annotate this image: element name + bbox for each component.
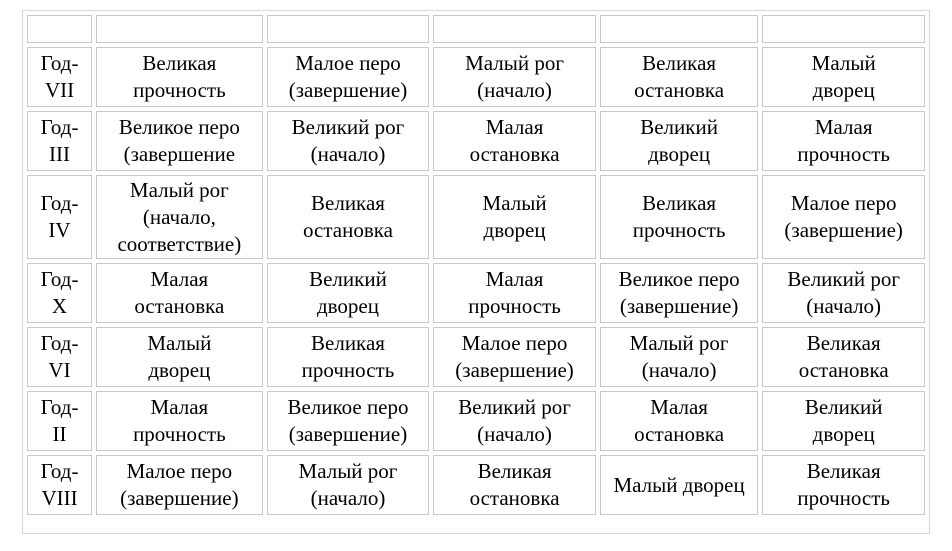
table-cell: Великий дворец xyxy=(267,263,430,323)
table-cell: Малое перо (завершение) xyxy=(433,327,596,387)
table-cell: Великий рог (начало) xyxy=(433,391,596,451)
table-cell: Малый дворец xyxy=(600,455,759,515)
years-table xyxy=(23,11,929,519)
header-cell xyxy=(267,15,430,43)
table-cell: Великий дворец xyxy=(762,391,925,451)
header-cell xyxy=(433,15,596,43)
header-cell xyxy=(600,15,759,43)
table-row xyxy=(27,327,925,387)
table-frame xyxy=(22,10,930,534)
year-cell: Год- VIII xyxy=(27,455,92,515)
table-cell: Великая остановка xyxy=(433,455,596,515)
year-cell: Год- VI xyxy=(27,327,92,387)
table-row xyxy=(27,455,925,515)
table-cell: Малый рог (начало) xyxy=(600,327,759,387)
table-cell: Малый дворец xyxy=(96,327,263,387)
table-cell: Малая прочность xyxy=(96,391,263,451)
table-cell: Великая остановка xyxy=(762,327,925,387)
year-cell: Год- IV xyxy=(27,175,92,259)
table-cell: Великое перо (завершение xyxy=(96,111,263,171)
header-cell xyxy=(762,15,925,43)
table-cell: Великая прочность xyxy=(96,47,263,107)
table-cell: Великая прочность xyxy=(762,455,925,515)
table-cell: Малое перо (завершение) xyxy=(96,455,263,515)
table-cell: Малая прочность xyxy=(433,263,596,323)
table-row xyxy=(27,391,925,451)
table-cell: Великая прочность xyxy=(600,175,759,259)
table-row xyxy=(27,47,925,107)
header-row xyxy=(27,15,925,43)
year-cell: Год- VII xyxy=(27,47,92,107)
table-cell: Малый дворец xyxy=(433,175,596,259)
table-cell: Великое перо (завершение) xyxy=(267,391,430,451)
table-cell: Великое перо (завершение) xyxy=(600,263,759,323)
year-cell: Год- X xyxy=(27,263,92,323)
table-row xyxy=(27,263,925,323)
table-cell: Малая остановка xyxy=(600,391,759,451)
table-cell: Малый рог (начало, соответствие) xyxy=(96,175,263,259)
table-row xyxy=(27,111,925,171)
table-row xyxy=(27,175,925,259)
table-cell: Малый рог (начало) xyxy=(267,455,430,515)
header-cell xyxy=(96,15,263,43)
table-cell: Малая остановка xyxy=(433,111,596,171)
table-cell: Великая остановка xyxy=(267,175,430,259)
table-cell: Малая остановка xyxy=(96,263,263,323)
table-cell: Малое перо (завершение) xyxy=(762,175,925,259)
table-cell: Великая остановка xyxy=(600,47,759,107)
header-cell xyxy=(27,15,92,43)
table-cell: Малое перо (завершение) xyxy=(267,47,430,107)
year-cell: Год- II xyxy=(27,391,92,451)
table-cell: Малая прочность xyxy=(762,111,925,171)
table-cell: Великая прочность xyxy=(267,327,430,387)
table-cell: Великий рог (начало) xyxy=(762,263,925,323)
table-cell: Великий дворец xyxy=(600,111,759,171)
table-cell: Малый дворец xyxy=(762,47,925,107)
year-cell: Год- III xyxy=(27,111,92,171)
table-cell: Великий рог (начало) xyxy=(267,111,430,171)
table-cell: Малый рог (начало) xyxy=(433,47,596,107)
